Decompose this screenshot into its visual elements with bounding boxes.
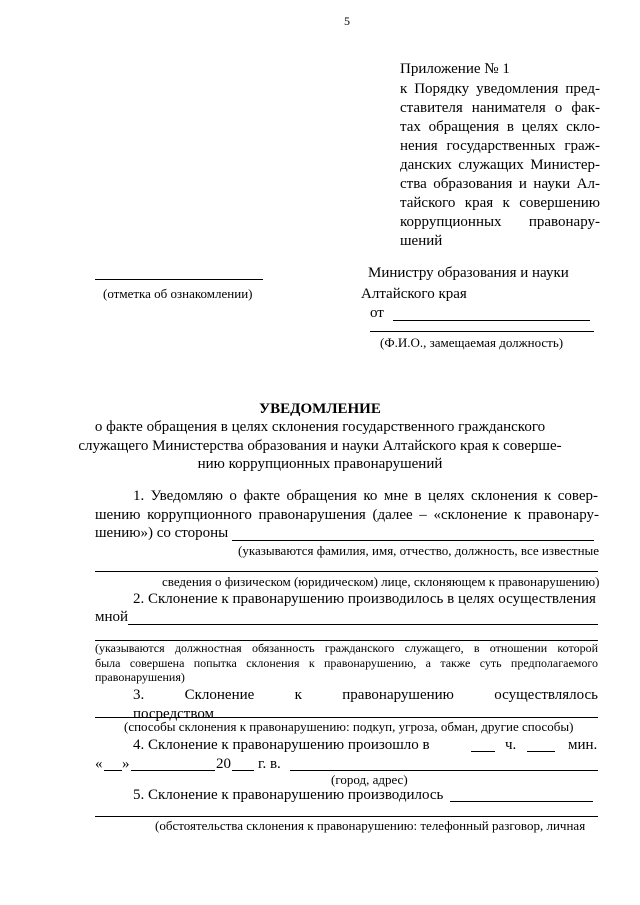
item-4-hours-blank [471,751,495,752]
item-5-fill-line [450,801,593,802]
notice-subtitle-3: нию коррупционных правонарушений [197,456,443,472]
item-2-caption-2 [95,656,598,671]
item-3-fill-line [95,717,598,718]
item-2-caption-3: правонарушения) [95,670,185,684]
item-2-fill-line [128,624,598,625]
item-4-month-blank [131,770,215,771]
item-5-fill-line-2 [95,816,598,817]
item-4-open-quote: « [95,756,103,772]
item-4-year-prefix: 20 [216,756,231,772]
page-number: 5 [344,14,350,28]
appendix-block [400,60,600,251]
item-1-line-2-text: шению коррупционного правонарушения (далее – «склонение к правонару- [95,507,599,523]
item-4-close-quote: » [122,756,130,772]
item-4-place-blank [290,770,598,771]
item-1-fill-line-2 [95,571,598,572]
appendix-line: данских служащих Министер- [400,157,600,173]
item-4-caption: (город, адрес) [331,772,408,787]
notice-subtitle-1: о факте обращения в целях склонения государственного гражданского [94,419,546,435]
addressee-name-line [370,331,594,332]
item-2-caption-2-text: была совершена попытка склонения к правонарушению, а также суть предполагаемого [95,656,598,670]
addressee-line-2: Алтайского края [361,286,467,302]
item-4-day-blank [104,770,122,771]
item-2-caption-1-text: (указываются должностная обязанность гражданского служащего, в отношении которой [95,641,598,655]
item-1-line-2 [95,506,599,525]
item-2-line-1: 2. Склонение к правонарушению производилось в целях осуществления [133,591,596,607]
appendix-line: тайского края к совершению [400,195,600,211]
item-5-caption: (обстоятельства склонения к правонарушению: телефонный разговор, личная [155,818,586,833]
notice-title: УВЕДОМЛЕНИЕ [259,401,381,417]
appendix-line: тах обращения в целях скло- [400,119,600,135]
item-1-caption-1: (указываются фамилия, имя, отчество, должность, все известные [238,543,600,558]
item-4-year-blank [232,770,254,771]
item-3-caption: (способы склонения к правонарушению: подкуп, угроза, обман, другие способы) [124,719,574,734]
item-1-caption-2: сведения о физическом (юридическом) лице, склоняющем к правонарушению) [162,574,600,589]
item-4-year-suffix: г. в. [258,756,281,772]
acknowledgement-signature-line [95,279,263,280]
appendix-text [400,80,600,251]
item-3-line-1-text: 3. Склонение к правонарушению осуществлялось посредством [133,687,598,722]
addressee-caption: (Ф.И.О., замещаемая должность) [380,335,564,350]
appendix-line: ставителя нанимателя о фак- [400,100,600,116]
appendix-line: нения государственных граж- [400,138,600,154]
appendix-line: к Порядку уведомления пред- [400,81,600,97]
item-1-line-1-text: 1. Уведомляю о факте обращения ко мне в целях склонения к совер- [133,488,598,504]
item-1-fill-line [232,540,594,541]
item-5-line-1: 5. Склонение к правонарушению производилось [133,787,444,803]
item-2-caption-1 [95,641,598,656]
appendix-line: ства образования и науки Ал- [400,176,600,192]
addressee-line-1: Министру образования и науки [368,265,569,281]
addressee-from-label: от [370,305,384,321]
item-1-line-1 [133,487,598,506]
addressee-from-line [393,320,590,321]
item-4-line-1: 4. Склонение к правонарушению произошло в [133,737,430,753]
item-4-minutes-blank [527,751,555,752]
item-1-line-3: шению») со стороны [95,525,229,541]
item-4-minutes-label: мин. [568,737,598,753]
notice-subtitle-2: служащего Министерства образования и науки Алтайского края к соверше- [78,438,562,454]
item-2-line-2: мной [95,609,129,625]
acknowledgement-caption: (отметка об ознакомлении) [103,286,253,301]
item-4-hours-label: ч. [505,737,517,753]
appendix-title: Приложение № 1 [400,61,510,77]
appendix-line: коррупционных правонару- [400,214,600,230]
appendix-line: шений [400,233,443,249]
